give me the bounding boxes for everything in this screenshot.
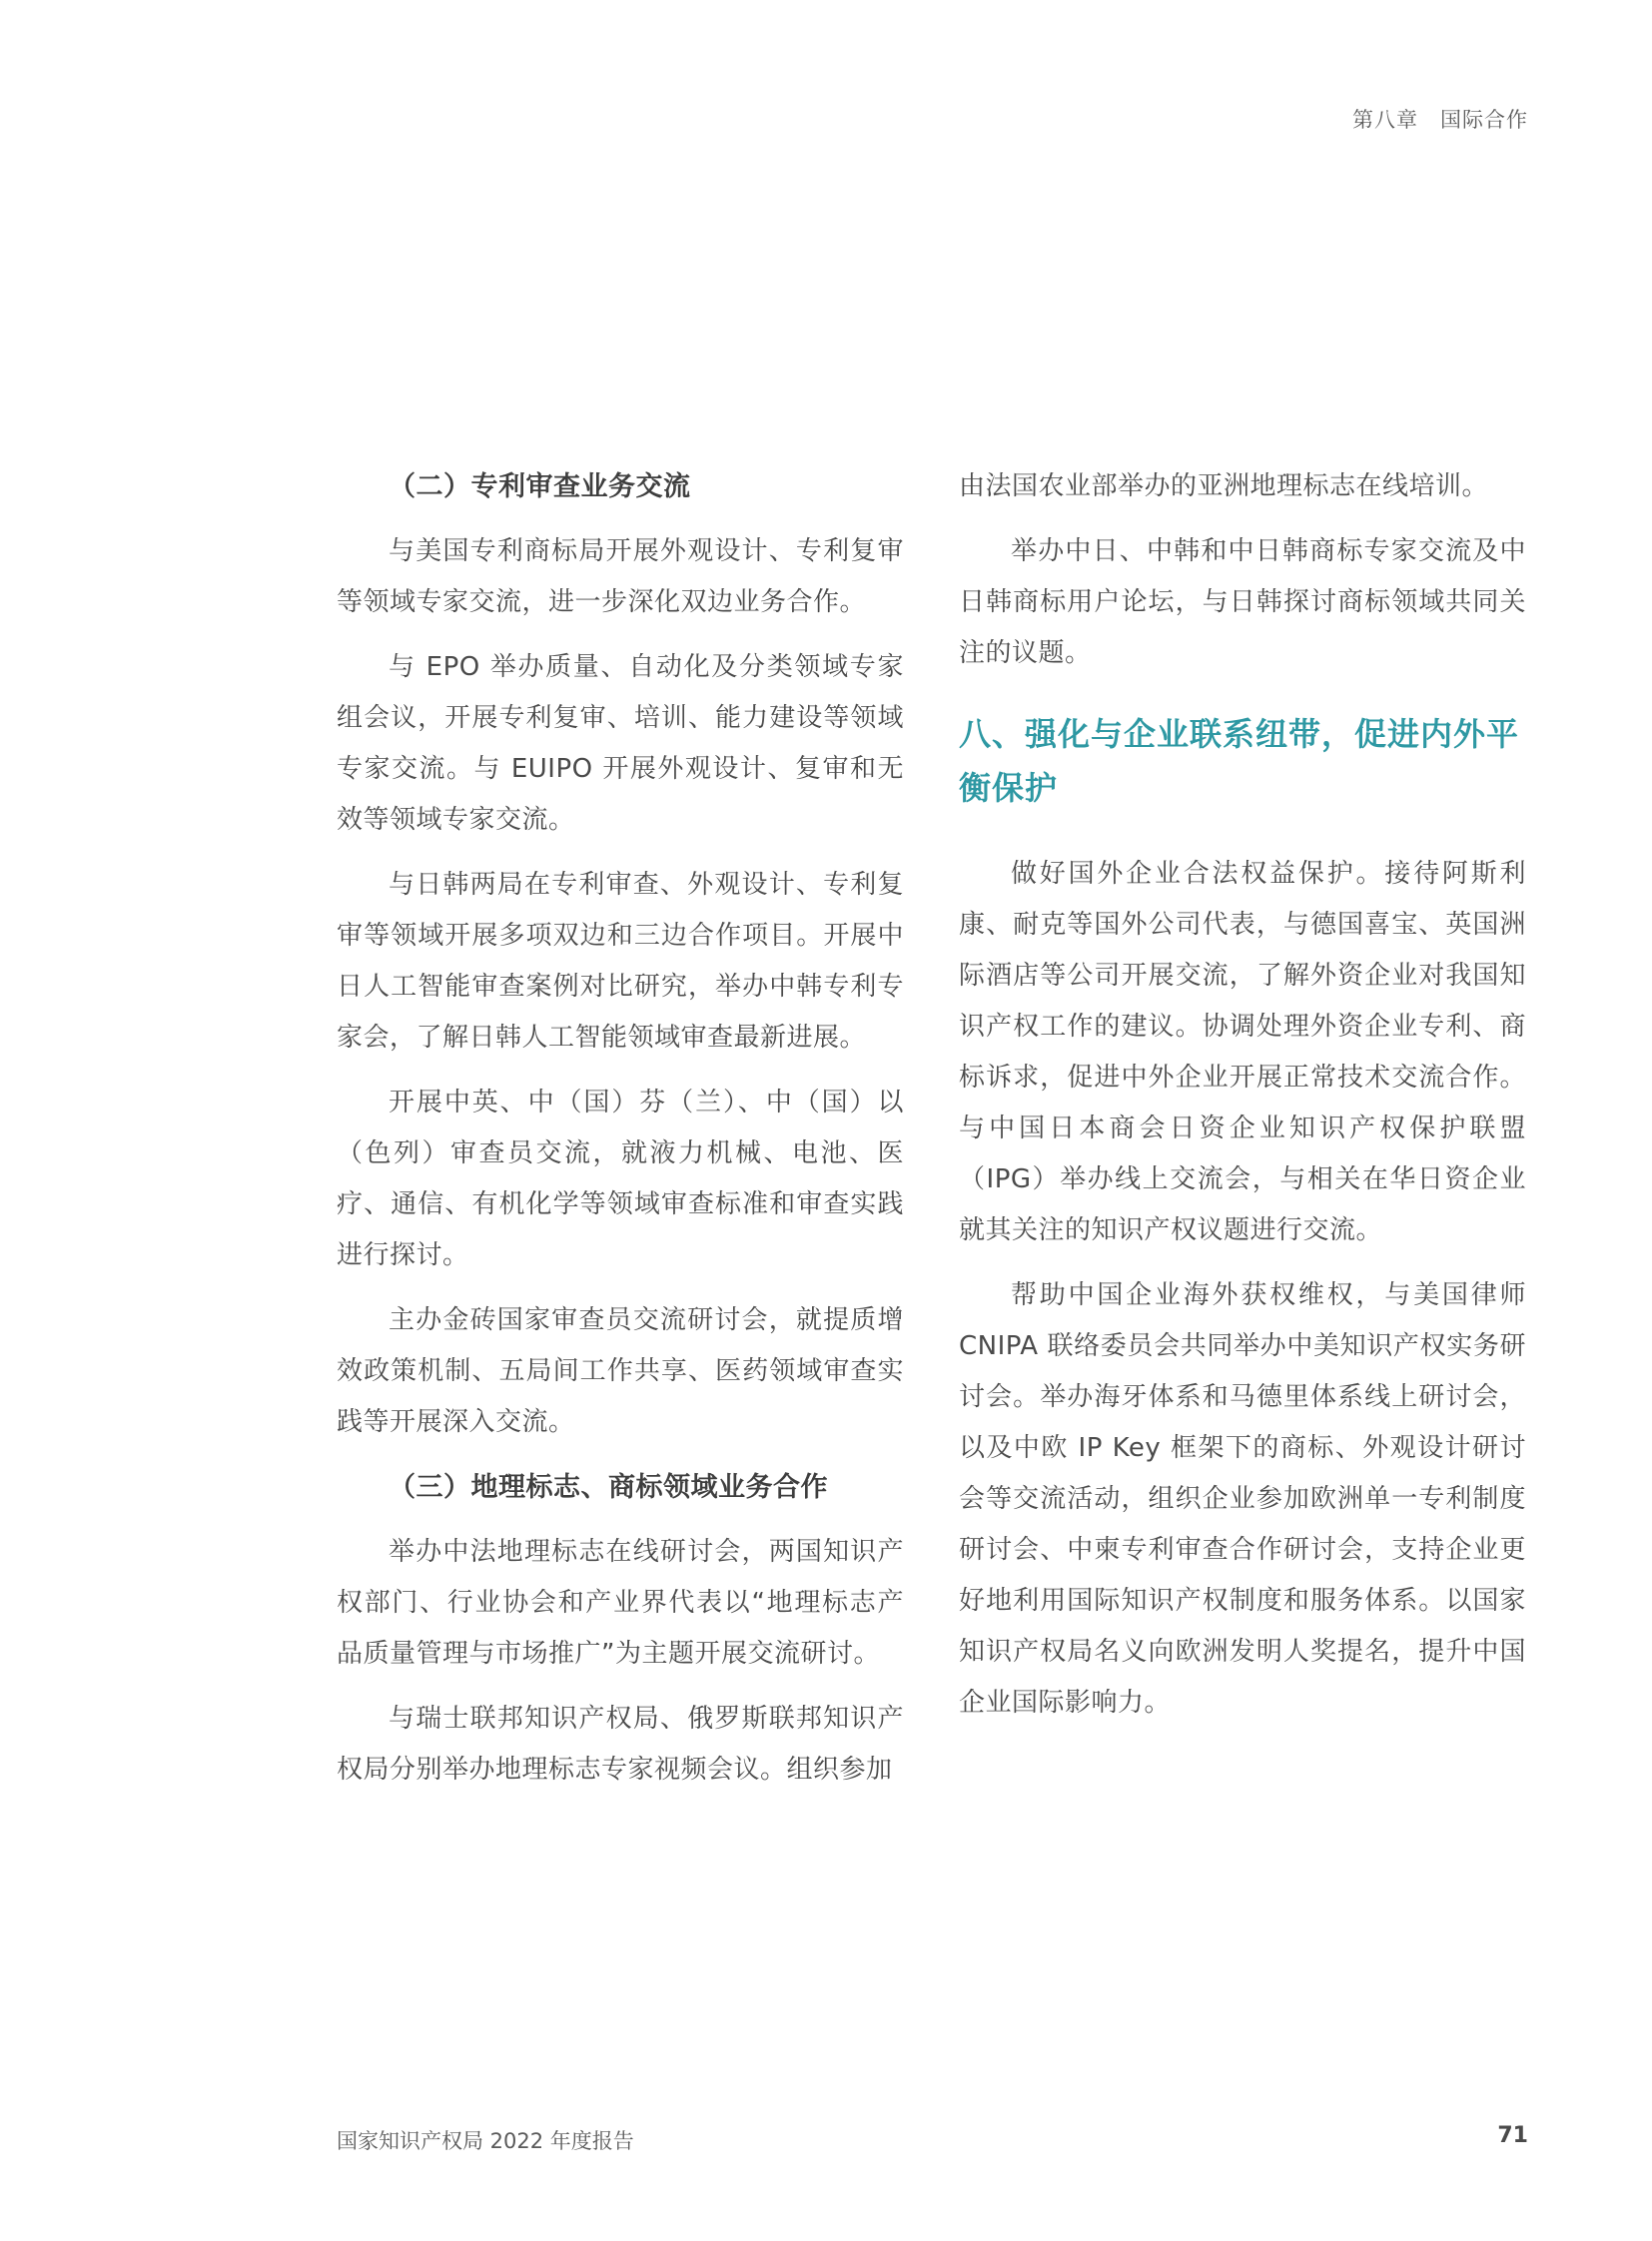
paragraph: 举办中日、中韩和中日韩商标专家交流及中日韩商标用户论坛，与日韩探讨商标领域共同关注的议题。 (959, 536, 1526, 668)
paragraph: 与瑞士联邦知识产权局、俄罗斯联邦知识产权局分别举办地理标志专家视频会议。组织参加 (337, 1704, 904, 1785)
paragraph: 与美国专利商标局开展外观设计、专利复审等领域专家交流，进一步深化双边业务合作。 (337, 536, 904, 617)
chapter-header: 第八章 国际合作 (1352, 108, 1528, 132)
left-column (337, 461, 904, 1810)
section-title: 八、强化与企业联系纽带，促进内外平衡保护 (959, 715, 1520, 807)
paragraph: 与 EPO 举办质量、自动化及分类领域专家组会议，开展专利复审、培训、能力建设等领域专家交流。与 EUIPO 开展外观设计、复审和无效等领域专家交流。 (337, 652, 904, 835)
paragraph: 做好国外企业合法权益保护。接待阿斯利康、耐克等国外公司代表，与德国喜宝、英国洲际酒店等公司开展交流，了解外资企业对我国知识产权工作的建议。协调处理外资企业专利、商标诉求，促进中外企业开展正常技术交流合作。与中国日本商会日资企业知识产权保护联盟（IPG）举办线上交流会，与相关在华日资企业就其关注的知识产权议题进行交流。 (959, 859, 1526, 1245)
paragraph: 主办金砖国家审查员交流研讨会，就提质增效政策机制、五局间工作共享、医药领域审查实践等开展深入交流。 (337, 1305, 904, 1437)
subsection-heading-patent-exchange: （二）专利审查业务交流 (389, 471, 691, 502)
page-number: 71 (1497, 2123, 1528, 2148)
paragraph: 帮助中国企业海外获权维权，与美国律师 CNIPA 联络委员会共同举办中美知识产权实务研讨会。举办海牙体系和马德里体系线上研讨会，以及中欧 IP Key 框架下的商标、外观设计研讨会等交流活动，组织企业参加欧洲单一专利制度研讨会、中柬专利审查合作研讨会，支持企业更好地利用国际知识产权制度和服务体系。以国家知识产权局名义向欧洲发明人奖提名，提升中国企业国际影响力。 (959, 1280, 1526, 1718)
paragraph: 与日韩两局在专利审查、外观设计、专利复审等领域开展多项双边和三边合作项目。开展中日人工智能审查案例对比研究，举办中韩专利专家会，了解日韩人工智能领域审查最新进展。 (337, 870, 904, 1053)
subsection-heading-gi-trademark: （三）地理标志、商标领域业务合作 (389, 1472, 828, 1503)
paragraph: 举办中法地理标志在线研讨会，两国知识产权部门、行业协会和产业界代表以“地理标志产品质量管理与市场推广”为主题开展交流研讨。 (337, 1537, 904, 1669)
right-column (959, 461, 1526, 1743)
paragraph-continuation: 由法国农业部举办的亚洲地理标志在线培训。 (959, 471, 1489, 501)
paragraph: 开展中英、中（国）芬（兰）、中（国）以（色列）审查员交流，就液力机械、电池、医疗、通信、有机化学等领域审查标准和审查实践进行探讨。 (337, 1088, 904, 1270)
footer-report-title: 国家知识产权局 2022 年度报告 (337, 2129, 634, 2153)
